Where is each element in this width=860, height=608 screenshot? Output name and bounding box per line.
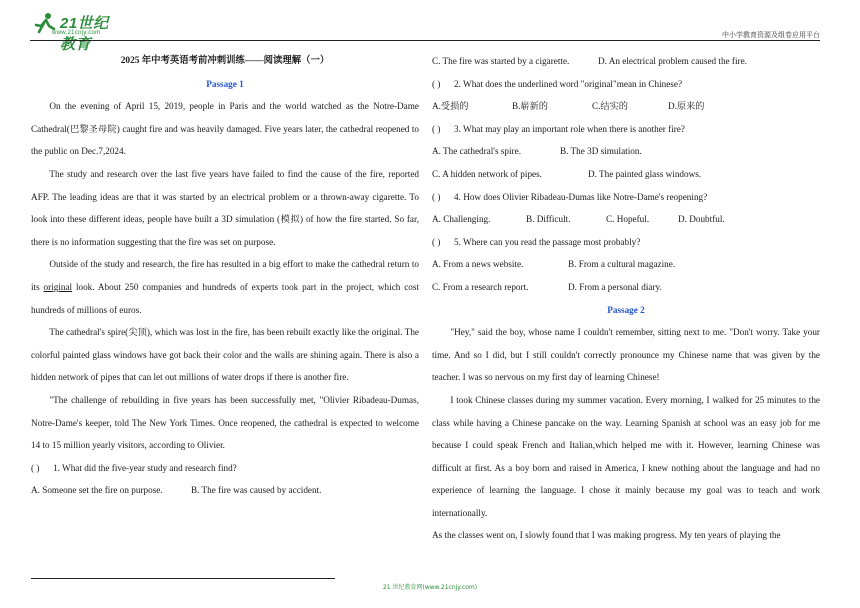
question-1-text: 1. What did the five-year study and research find?: [53, 462, 237, 473]
option-c: C. The fire was started by a cigarette.: [432, 56, 570, 66]
passage-1-paragraph-5: "The challenge of rebuilding in five years has been successfully met, "Olivier Ribadeau-Dumas, Notre-Dame's keeper, told The New York Times. Once reopened, the cathedral is expected to welcome 14 to 15 million yearly visitors, according to Olivier.: [31, 394, 419, 451]
question-5-options-ab: [432, 253, 820, 276]
option-a: A. Challenging.: [432, 214, 491, 225]
option-c: C. From a research report.: [432, 281, 529, 292]
answer-blank[interactable]: ( ): [432, 191, 441, 202]
option-c: C. Hopeful.: [606, 214, 650, 225]
question-1-options-cd: [432, 50, 820, 73]
underlined-word-original: original: [43, 281, 73, 292]
passage-1-paragraph-1: On the evening of April 15, 2019, people in Paris and the world watched as the Notre-Dame Cathedral(巴黎圣母院) caught fire and was heavily damaged. Five years later, the cathedral reopened to the public on Dec.7,2024.: [31, 101, 419, 157]
question-4-text: 4. How does Olivier Ribadeau-Dumas like Notre-Dame's reopening?: [454, 191, 708, 202]
logo-site: www.21cnjy.com: [52, 30, 101, 36]
answer-blank[interactable]: ( ): [432, 78, 441, 89]
passage-1-paragraph-3: [31, 253, 419, 321]
paragraph-3-text-start: Outside of the study and research, the fire has resulted in a big effort to make the cathedral return to its: [31, 259, 419, 292]
logo-brand: 21世纪教育: [60, 15, 109, 53]
passage-1-paragraph-2: The study and research over the last five years have failed to find the cause of the fire, reported AFP. The leading ideas are that it was started by an electrical problem or a thrown-away cigarette. To look into these different ideas, people have built a 3D simulation (模拟) of how the fire started. So far, there is no information suggesting that the fire was set on purpose.: [31, 168, 419, 247]
platform-name: 中小学教育资源及组卷应用平台: [722, 31, 820, 39]
option-a: A.受损的: [432, 101, 469, 112]
option-d: D. Doubtful.: [678, 214, 725, 225]
option-a: A. The cathedral's spire.: [432, 146, 521, 157]
footer-divider: [31, 578, 335, 579]
question-5-options-cd: [432, 276, 820, 299]
question-3: [432, 118, 820, 141]
page-header: [30, 10, 820, 53]
question-3-options-ab: [432, 140, 820, 163]
answer-blank[interactable]: ( ): [432, 123, 441, 134]
answer-blank[interactable]: ( ): [432, 236, 441, 247]
document-title: 2025 年中考英语考前冲刺训练——阅读理解（一）: [120, 56, 330, 66]
passage-2-paragraph-2: I took Chinese classes during my summer vacation. Every morning, I walked for 25 minutes to the class while having a Chinese pancake on the way. Learning Spanish at school was an easy job for me because I could speak French and Italian,which helped me with it. However, learning Chinese was difficult at first. As a boy born and raised in America, I knew nothing about the language and had no experience of learning the language. I chose it mainly because my goal was to teach and work internationally.: [432, 394, 820, 518]
passage-1-title: Passage 1: [206, 78, 244, 89]
question-5-text: 5. Where can you read the passage most probably?: [454, 236, 641, 247]
option-d: D. The painted glass windows.: [588, 168, 702, 179]
option-c: C.结实的: [592, 101, 628, 112]
question-2-text: 2. What does the underlined word "original"mean in Chinese?: [454, 78, 683, 89]
option-b: B. The 3D simulation.: [560, 146, 642, 157]
question-3-options-cd: [432, 163, 820, 186]
paragraph-3-text-end: look. About 250 companies and hundreds of experts took part in the project, which cost hundreds of millions of euros.: [31, 281, 420, 315]
option-b: B. Difficult.: [526, 214, 571, 225]
option-b: B. From a cultural magazine.: [568, 259, 676, 270]
footer-text: 21 世纪教育网(www.21cnjy.com): [382, 584, 478, 591]
option-d: D. An electrical problem caused the fire.: [598, 56, 747, 66]
logo: [30, 10, 120, 53]
left-column: [31, 50, 419, 502]
option-d: D. From a personal diary.: [568, 281, 662, 292]
passage-2-paragraph-3: As the classes went on, I slowly found that I was making progress. My ten years of playing the: [432, 530, 781, 541]
question-4: [432, 186, 820, 209]
question-1: [31, 457, 419, 480]
question-5: [432, 231, 820, 254]
passage-1-paragraph-4: The cathedral's spire(尖顶), which was lost in the fire, has been rebuilt exactly like the original. The colorful painted glass windows have got back their color and the walls are shining again. There is also a hidden network of pipes that can let out millions of water drops if there is another fire.: [31, 327, 419, 383]
option-c: C. A hidden network of pipes.: [432, 168, 542, 179]
question-1-options-ab: [31, 479, 419, 502]
question-3-text: 3. What may play an important role when there is another fire?: [454, 123, 685, 134]
option-b: B. The fire was caused by accident.: [191, 485, 322, 496]
passage-2-paragraph-1: "Hey," said the boy, whose name I couldn't remember, sitting next to me. "Don't worry. Take your time. And so I did, but I still couldn't correctly pronounce my Chinese name that was given by the teacher. I was so nervous on my first day of learning Chinese!: [432, 327, 820, 383]
option-a: A. From a news website.: [432, 259, 524, 270]
option-b: B.崭新的: [512, 101, 548, 112]
right-column: [432, 50, 820, 547]
passage-2-title: Passage 2: [607, 304, 645, 315]
question-4-options: [432, 208, 820, 231]
option-a: A. Someone set the fire on purpose.: [31, 485, 163, 496]
header-divider: [30, 40, 820, 41]
question-2-options: [432, 95, 820, 118]
question-2: [432, 73, 820, 96]
option-d: D.原来的: [668, 101, 705, 112]
answer-blank[interactable]: ( ): [31, 462, 40, 473]
